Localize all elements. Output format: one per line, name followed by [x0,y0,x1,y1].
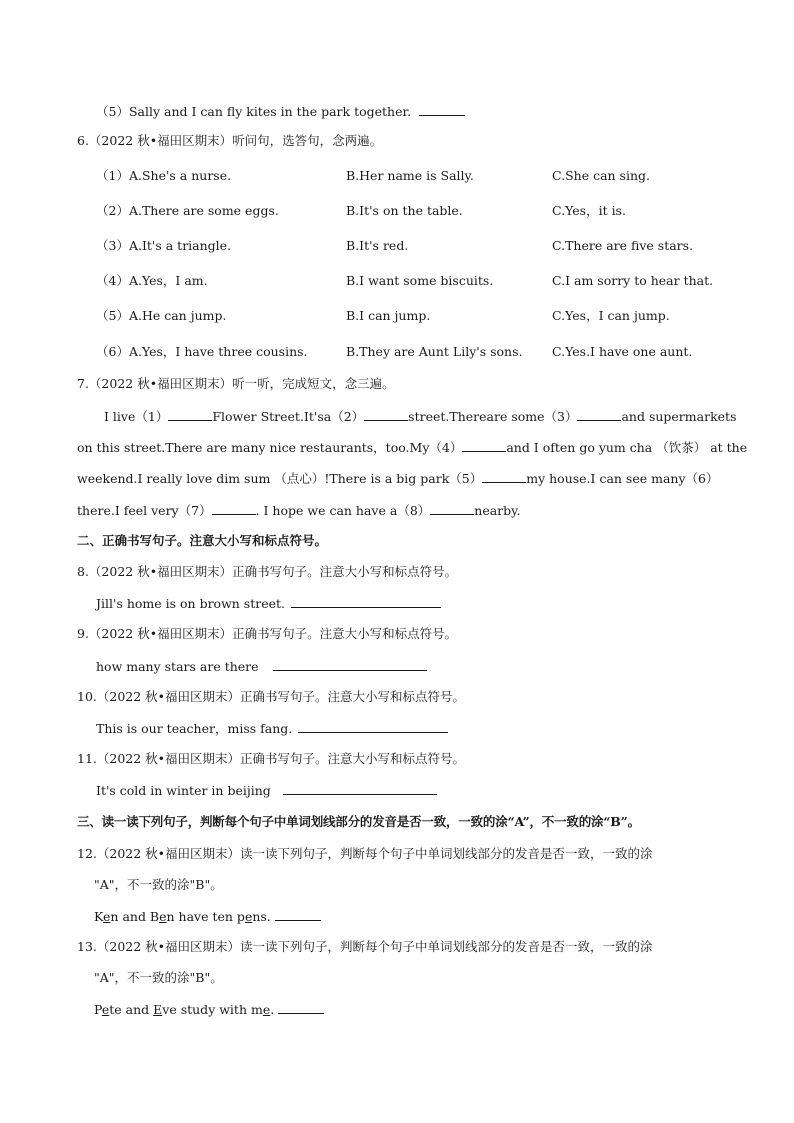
sentence-text: te and [109,1002,154,1017]
option-row-3-a: （3）A.It's a triangle. [96,238,232,253]
passage-line-2 [77,439,747,456]
passage-text: and supermarkets [621,409,737,424]
answer-blank-1[interactable] [168,408,212,421]
option-row-2-b: B.It's on the table. [346,203,463,218]
option-row-5-a: （5）A.He can jump. [96,308,227,323]
answer-blank-3[interactable] [577,408,621,421]
sentence-text: Jill's home is on brown street. [96,596,285,611]
question-10-sentence [96,720,448,737]
answer-blank[interactable] [275,908,321,921]
question-12-title-cont: "A"，不一致的涂"B"。 [94,877,223,892]
option-row-6-c: C.Yes.I have one aunt. [552,344,693,359]
option-row-4-c: C.I am sorry to hear that. [552,273,714,288]
option-row-6-a: （6）A.Yes，I have three cousins. [96,344,308,359]
option-row-4-b: B.I want some biscuits. [346,273,494,288]
question-8-sentence [96,595,441,612]
underlined-letter: e [159,909,167,924]
option-row-2-a: （2）A.There are some eggs. [96,203,279,218]
passage-text: nearby. [474,503,521,518]
question-9-sentence [96,658,427,675]
question-10-title: 10.（2022 秋•福田区期末）正确书写句子。注意大小写和标点符号。 [77,689,466,704]
passage-text: Flower Street.It'sa（2） [212,409,365,424]
option-row-1-a: （1）A.She's a nurse. [96,168,232,183]
sentence-text: This is our teacher，miss fang. [96,721,293,736]
sentence-text: n have ten p [166,909,245,924]
sentence-text: It's cold in winter in beijing [96,783,271,798]
answer-blank-4[interactable] [462,439,506,452]
answer-blank-5[interactable] [482,470,526,483]
sentence-text: ns. [252,909,271,924]
question-12-title: 12.（2022 秋•福田区期末）读一读下列句子，判断每个句子中单词划线部分的发音是否一致，一致的涂 [77,846,653,861]
passage-text: there.I feel very（7） [77,503,212,518]
passage-text: street.Thereare some（3） [408,409,578,424]
passage-text: my house.I can see many（6） [526,471,719,486]
option-row-5-c: C.Yes，I can jump. [552,308,670,323]
passage-text: weekend.I really love dim sum （点心）!There is a big park（5） [77,471,483,486]
option-row-1-c: C.She can sing. [552,168,650,183]
passage-line-3 [77,470,718,487]
sentence-text: . [270,1002,275,1017]
question-5-5 [96,103,465,120]
underlined-letter: e [101,1002,110,1017]
sentence-text: how many stars are there [96,659,259,674]
underlined-letter: e [262,1002,271,1017]
passage-line-4 [77,502,521,519]
answer-blank[interactable] [419,103,465,116]
answer-blank[interactable] [298,720,448,733]
passage-text: . I hope we can have a（8） [255,503,431,518]
answer-blank[interactable] [278,1001,324,1014]
section-3-heading: 三、读一读下列句子，判断每个句子中单词划线部分的发音是否一致，一致的涂“A”，不一致的涂“B”。 [77,814,640,829]
answer-blank[interactable] [283,782,437,795]
answer-blank[interactable] [273,658,427,671]
section-2-heading: 二、正确书写句子。注意大小写和标点符号。 [77,533,328,548]
underlined-letter: E [153,1002,163,1017]
passage-line-1 [104,408,736,425]
question-9-title: 9.（2022 秋•福田区期末）正确书写句子。注意大小写和标点符号。 [77,626,458,641]
sentence-text: K [94,909,104,924]
sentence-text: P [94,1002,102,1017]
option-row-3-c: C.There are five stars. [552,238,694,253]
question-6-title: 6.（2022 秋•福田区期末）听问句，选答句，念两遍。 [77,133,383,148]
question-13-title-cont: "A"，不一致的涂"B"。 [94,970,223,985]
passage-text: I live（1） [104,409,169,424]
answer-blank-8[interactable] [430,502,474,515]
answer-blank-7[interactable] [212,502,256,515]
answer-blank-2[interactable] [364,408,408,421]
option-row-6-b: B.They are Aunt Lily's sons. [346,344,523,359]
question-13-title: 13.（2022 秋•福田区期末）读一读下列句子，判断每个句子中单词划线部分的发音是否一致，一致的涂 [77,939,653,954]
question-7-title: 7.（2022 秋•福田区期末）听一听，完成短文，念三遍。 [77,376,395,391]
option-row-3-b: B.It's red. [346,238,409,253]
sentence-text: ve study with m [162,1002,263,1017]
sentence-text: n and B [110,909,160,924]
option-row-2-c: C.Yes，it is. [552,203,626,218]
question-text: （5）Sally and I can fly kites in the park together. [96,104,412,119]
question-11-title: 11.（2022 秋•福田区期末）正确书写句子。注意大小写和标点符号。 [77,751,466,766]
underlined-letter: e [244,909,253,924]
option-row-1-b: B.Her name is Sally. [346,168,474,183]
passage-text: on this street.There are many nice restaurants，too.My（4） [77,440,463,455]
question-13-sentence [94,1001,324,1018]
answer-blank[interactable] [291,595,441,608]
question-8-title: 8.（2022 秋•福田区期末）正确书写句子。注意大小写和标点符号。 [77,564,458,579]
question-12-sentence [94,908,321,925]
question-11-sentence [96,782,437,799]
option-row-4-a: （4）A.Yes，I am. [96,273,208,288]
passage-text: and I often go yum cha （饮茶） at the [506,440,748,455]
option-row-5-b: B.I can jump. [346,308,431,323]
underlined-letter: e [103,909,111,924]
